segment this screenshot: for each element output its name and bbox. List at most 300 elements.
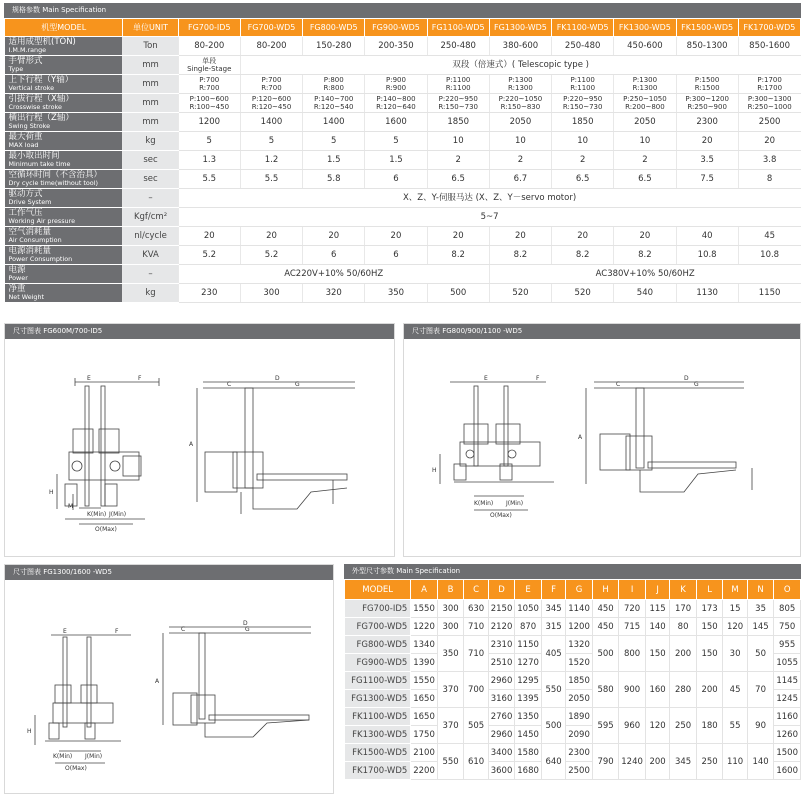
spec-row-crosswise <box>5 94 801 113</box>
cell: 1150 <box>738 284 800 303</box>
cell: 960 <box>619 708 646 744</box>
cell: 1.3 <box>178 151 240 170</box>
cell-merged: 5~7 <box>178 208 800 227</box>
cell: 20 <box>365 227 427 246</box>
cell: 6 <box>365 246 427 265</box>
cell: 20 <box>614 227 676 246</box>
cell: 1260 <box>774 726 801 744</box>
cell: 单段 Single-Stage <box>178 56 240 75</box>
cell: 20 <box>738 132 800 151</box>
cell: P:300~1300 R:250~1000 <box>738 94 800 113</box>
cell: 1220 <box>411 618 438 636</box>
cell: 2500 <box>566 762 593 780</box>
cell: 1680 <box>515 762 542 780</box>
col-header: G <box>566 580 593 600</box>
cell: 20 <box>676 132 738 151</box>
col-header: B <box>437 580 464 600</box>
cell: 50 <box>747 636 774 672</box>
row-label: 空循环时间（不含治具） Dry cycle time(without tool) <box>5 170 123 189</box>
cell: P:220~1050 R:150~830 <box>489 94 551 113</box>
cell: 2300 <box>566 744 593 762</box>
cell: 115 <box>645 600 669 618</box>
cell: 3.5 <box>676 151 738 170</box>
cell: 90 <box>747 708 774 744</box>
cell: P:100~600 R:100~450 <box>178 94 240 113</box>
cell: 3600 <box>488 762 515 780</box>
model-cell: FG800-WD5 <box>345 636 411 654</box>
spec-row-dry <box>5 170 801 189</box>
dim-A: A <box>578 434 583 441</box>
cell: 200 <box>645 744 669 780</box>
cell: P:800 R:800 <box>303 75 365 94</box>
cell: 3.8 <box>738 151 800 170</box>
cell: 1270 <box>515 654 542 672</box>
cell: 140 <box>645 618 669 636</box>
cell: 2510 <box>488 654 515 672</box>
row-unit: sec <box>123 151 178 170</box>
spec-row-swing <box>5 113 801 132</box>
cell: 1600 <box>365 113 427 132</box>
cell: 150 <box>645 636 669 672</box>
cell: 2200 <box>411 762 438 780</box>
cell: 1580 <box>515 744 542 762</box>
cell: 2310 <box>488 636 515 654</box>
cell: 35 <box>747 600 774 618</box>
cell: 350 <box>365 284 427 303</box>
row-label: 驱动方式 Drive System <box>5 189 123 208</box>
dims-header: 外型尺寸参数 Main Specification <box>344 564 801 579</box>
cell: 350 <box>437 636 464 672</box>
cell: 500 <box>592 636 619 672</box>
cell: 140 <box>747 744 774 780</box>
cell: 1245 <box>774 690 801 708</box>
cell: P:220~950 R:150~730 <box>427 94 489 113</box>
cell: 20 <box>240 227 302 246</box>
drawing-panel-3 <box>4 564 334 794</box>
cell: 110 <box>723 744 747 780</box>
cell: 45 <box>738 227 800 246</box>
col-header: K <box>670 580 697 600</box>
dim-D: D <box>243 620 248 627</box>
table-row <box>345 672 801 690</box>
cell: 2 <box>489 151 551 170</box>
model-cell: FK1500-WD5 <box>345 744 411 762</box>
cell: 520 <box>489 284 551 303</box>
cell: 630 <box>464 600 488 618</box>
dim-F: F <box>115 628 119 635</box>
row-unit: kg <box>123 132 178 151</box>
col-header: F <box>541 580 565 600</box>
drawing-panel-2 <box>403 323 801 557</box>
cell: 550 <box>541 672 565 708</box>
col-header: J <box>645 580 669 600</box>
dim-K: K(Min) <box>53 753 73 760</box>
robot-drawing-3 <box>5 565 335 795</box>
cell: 500 <box>427 284 489 303</box>
dim-C: C <box>181 626 186 633</box>
row-unit: mm <box>123 94 178 113</box>
cell: 70 <box>747 672 774 708</box>
cell: 7.5 <box>676 170 738 189</box>
table-row <box>345 618 801 636</box>
row-label: 上下行程（Y轴） Vertical stroke <box>5 75 123 94</box>
cell: 40 <box>676 227 738 246</box>
model-col: FG700-WD5 <box>240 19 302 37</box>
robot-drawing-2 <box>404 324 802 558</box>
cell: 5 <box>365 132 427 151</box>
cell: 370 <box>437 672 464 708</box>
cell: 1890 <box>566 708 593 726</box>
model-label: 机型MODEL <box>5 19 123 37</box>
row-unit: – <box>123 265 178 284</box>
cell: 6.5 <box>614 170 676 189</box>
cell: 315 <box>541 618 565 636</box>
cell: 1055 <box>774 654 801 672</box>
cell: 1295 <box>515 672 542 690</box>
cell: 805 <box>774 600 801 618</box>
cell: 6 <box>365 170 427 189</box>
cell: 405 <box>541 636 565 672</box>
cell: 1150 <box>515 636 542 654</box>
cell: 1650 <box>411 690 438 708</box>
cell: P:300~1200 R:250~900 <box>676 94 738 113</box>
spec-row-air <box>5 208 801 227</box>
cell: 580 <box>592 672 619 708</box>
cell: 250-480 <box>427 37 489 56</box>
cell-merged: AC380V+10% 50/60HZ <box>489 265 800 284</box>
dim-J: J(Min) <box>506 500 524 507</box>
cell: 5.5 <box>240 170 302 189</box>
cell: 8.2 <box>552 246 614 265</box>
cell: 2960 <box>488 726 515 744</box>
cell: 200-350 <box>365 37 427 56</box>
cell: 2090 <box>566 726 593 744</box>
cell: 2 <box>552 151 614 170</box>
cell: 800 <box>619 636 646 672</box>
unit-label: 单位UNIT <box>123 19 178 37</box>
cell: 5.2 <box>178 246 240 265</box>
cell: P:1300 R:1300 <box>614 75 676 94</box>
model-cell: FG700-ID5 <box>345 600 411 618</box>
table-row <box>345 636 801 654</box>
cell: 2 <box>427 151 489 170</box>
cell: 300 <box>437 618 464 636</box>
row-label: 电源消耗量 Power Consumption <box>5 246 123 265</box>
dim-G: G <box>694 381 699 388</box>
dims-header-row <box>345 580 801 600</box>
cell: 450 <box>592 618 619 636</box>
cell: P:700 R:700 <box>178 75 240 94</box>
spec-row-take <box>5 151 801 170</box>
cell: 1850 <box>427 113 489 132</box>
cell: P:1100 R:1100 <box>552 75 614 94</box>
cell: 8.2 <box>614 246 676 265</box>
cell: P:140~800 R:120~640 <box>365 94 427 113</box>
cell: 200 <box>670 636 697 672</box>
cell: 2050 <box>566 690 593 708</box>
row-label: 最小取出时间 Minimum take time <box>5 151 123 170</box>
cell: 1400 <box>240 113 302 132</box>
cell-merged: 双段（倍速式）( Telescopic type ) <box>240 56 800 75</box>
cell: 380-600 <box>489 37 551 56</box>
cell: 2 <box>614 151 676 170</box>
cell: 1200 <box>178 113 240 132</box>
cell: 8.2 <box>427 246 489 265</box>
cell: 6.7 <box>489 170 551 189</box>
dims-table <box>344 579 801 780</box>
cell: P:220~950 R:150~730 <box>552 94 614 113</box>
dim-H: H <box>49 489 54 496</box>
cell: 1160 <box>774 708 801 726</box>
row-label: 横出行程（Z轴） Swing Stroke <box>5 113 123 132</box>
cell: 345 <box>670 744 697 780</box>
spec-row-load <box>5 132 801 151</box>
cell: 300 <box>437 600 464 618</box>
model-cell: FK1100-WD5 <box>345 708 411 726</box>
cell: 710 <box>464 618 488 636</box>
cell: 1.5 <box>365 151 427 170</box>
cell: 1390 <box>411 654 438 672</box>
spec-header-row <box>5 19 801 37</box>
cell: 250-480 <box>552 37 614 56</box>
cell: 180 <box>696 708 723 744</box>
dim-H: H <box>432 467 437 474</box>
cell: 230 <box>178 284 240 303</box>
cell: 10.8 <box>738 246 800 265</box>
dim-E: E <box>63 628 67 635</box>
dim-C: C <box>616 381 621 388</box>
col-header: O <box>774 580 801 600</box>
cell: 15 <box>723 600 747 618</box>
model-cell: FG1100-WD5 <box>345 672 411 690</box>
cell: 300 <box>240 284 302 303</box>
cell: P:120~600 R:120~450 <box>240 94 302 113</box>
dim-J: J(Min) <box>85 753 103 760</box>
row-label: 最大荷重 MAX load <box>5 132 123 151</box>
dim-F: F <box>138 375 142 382</box>
row-unit: sec <box>123 170 178 189</box>
cell: 20 <box>427 227 489 246</box>
dim-E: E <box>87 375 91 382</box>
model-col: FK1300-WD5 <box>614 19 676 37</box>
cell: 320 <box>303 284 365 303</box>
cell: 145 <box>747 618 774 636</box>
dim-D: D <box>684 375 689 382</box>
model-cell: FG900-WD5 <box>345 654 411 672</box>
table-row <box>345 744 801 762</box>
cell: 1400 <box>303 113 365 132</box>
cell: 80-200 <box>178 37 240 56</box>
cell: 10 <box>489 132 551 151</box>
cell: 5 <box>240 132 302 151</box>
cell: 30 <box>723 636 747 672</box>
dim-C: C <box>227 381 232 388</box>
cell: 1240 <box>619 744 646 780</box>
cell: 2120 <box>488 618 515 636</box>
cell: 2050 <box>489 113 551 132</box>
cell: 5 <box>303 132 365 151</box>
cell: 250 <box>670 708 697 744</box>
cell-merged: AC220V+10% 50/60HZ <box>178 265 489 284</box>
drawing-title: 尺寸图表 FG1300/1600 -WD5 <box>5 565 333 580</box>
cell: 1520 <box>566 654 593 672</box>
spec-row-weight <box>5 284 801 303</box>
dim-K: K(Min) <box>474 500 494 507</box>
cell: P:1500 R:1500 <box>676 75 738 94</box>
model-cell: FG700-WD5 <box>345 618 411 636</box>
dim-G: G <box>295 381 300 388</box>
col-header: E <box>515 580 542 600</box>
cell: 1600 <box>774 762 801 780</box>
cell: 2760 <box>488 708 515 726</box>
spec-section <box>4 3 801 303</box>
cell: P:900 R:900 <box>365 75 427 94</box>
cell: 150 <box>696 618 723 636</box>
spec-table <box>4 18 801 303</box>
cell: P:700 R:700 <box>240 75 302 94</box>
cell: 720 <box>619 600 646 618</box>
cell: 1050 <box>515 600 542 618</box>
model-col: FK1700-WD5 <box>738 19 800 37</box>
cell: 1320 <box>566 636 593 654</box>
cell: 10 <box>427 132 489 151</box>
dim-E: E <box>484 375 488 382</box>
cell: 80-200 <box>240 37 302 56</box>
cell: 450 <box>592 600 619 618</box>
cell: 1550 <box>411 672 438 690</box>
model-cell: FK1700-WD5 <box>345 762 411 780</box>
cell: 1750 <box>411 726 438 744</box>
row-unit: – <box>123 189 178 208</box>
cell: 850-1600 <box>738 37 800 56</box>
cell: 6.5 <box>552 170 614 189</box>
cell: 120 <box>645 708 669 744</box>
dim-A: A <box>189 441 194 448</box>
cell: 1.5 <box>303 151 365 170</box>
dim-G: G <box>245 626 250 633</box>
model-col: FK1100-WD5 <box>552 19 614 37</box>
cell: 250 <box>696 744 723 780</box>
cell: 2500 <box>738 113 800 132</box>
col-header: D <box>488 580 515 600</box>
dim-J: J(Min) <box>109 511 127 518</box>
cell: P:1700 R:1700 <box>738 75 800 94</box>
dim-F: F <box>536 375 540 382</box>
cell: 1450 <box>515 726 542 744</box>
col-header: M <box>723 580 747 600</box>
cell: 1850 <box>566 672 593 690</box>
cell: 750 <box>774 618 801 636</box>
dim-O: O(Max) <box>490 512 512 519</box>
col-header: MODEL <box>345 580 411 600</box>
cell: 170 <box>670 600 697 618</box>
cell: 1140 <box>566 600 593 618</box>
cell: 45 <box>723 672 747 708</box>
cell: 5.2 <box>240 246 302 265</box>
row-unit: mm <box>123 113 178 132</box>
dim-D: D <box>275 375 280 382</box>
cell: 1130 <box>676 284 738 303</box>
cell: 500 <box>541 708 565 744</box>
spec-row-drive <box>5 189 801 208</box>
cell: 5.8 <box>303 170 365 189</box>
cell: 280 <box>670 672 697 708</box>
row-unit: Ton <box>123 37 178 56</box>
dim-K: K(Min) <box>87 511 107 518</box>
row-unit: KVA <box>123 246 178 265</box>
cell: 6.5 <box>427 170 489 189</box>
cell: 1145 <box>774 672 801 690</box>
cell: 370 <box>437 708 464 744</box>
cell: 5.5 <box>178 170 240 189</box>
cell: 10.8 <box>676 246 738 265</box>
cell: 3400 <box>488 744 515 762</box>
cell: 3160 <box>488 690 515 708</box>
cell: 8 <box>738 170 800 189</box>
dim-O: O(Max) <box>65 765 87 772</box>
model-cell: FG1300-WD5 <box>345 690 411 708</box>
cell: 160 <box>645 672 669 708</box>
model-col: FG700-ID5 <box>178 19 240 37</box>
cell: 610 <box>464 744 488 780</box>
row-label: 手臂形式 Type <box>5 56 123 75</box>
spec-row-vertical <box>5 75 801 94</box>
cell: 710 <box>464 636 488 672</box>
cell: 10 <box>614 132 676 151</box>
cell: 150 <box>696 636 723 672</box>
cell: 80 <box>670 618 697 636</box>
row-unit: mm <box>123 56 178 75</box>
cell: 700 <box>464 672 488 708</box>
dims-section <box>344 564 801 780</box>
cell: 20 <box>178 227 240 246</box>
cell: 200 <box>696 672 723 708</box>
cell: 20 <box>552 227 614 246</box>
spec-row-range <box>5 37 801 56</box>
cell: 120 <box>723 618 747 636</box>
cell: 1350 <box>515 708 542 726</box>
model-col: FG900-WD5 <box>365 19 427 37</box>
col-header: N <box>747 580 774 600</box>
cell: 790 <box>592 744 619 780</box>
dim-M: M <box>68 503 74 510</box>
cell: 1650 <box>411 708 438 726</box>
col-header: A <box>411 580 438 600</box>
col-header: C <box>464 580 488 600</box>
cell: P:140~700 R:120~540 <box>303 94 365 113</box>
dim-H: H <box>27 728 32 735</box>
cell: 345 <box>541 600 565 618</box>
cell: 520 <box>552 284 614 303</box>
model-col: FG1100-WD5 <box>427 19 489 37</box>
cell: 540 <box>614 284 676 303</box>
spec-row-power <box>5 246 801 265</box>
row-label: 空气消耗量 Air Consumption <box>5 227 123 246</box>
cell: 8.2 <box>489 246 551 265</box>
drawing-title: 尺寸图表 FG600M/700-ID5 <box>5 324 394 339</box>
spec-row-arm <box>5 56 801 75</box>
cell: 5 <box>178 132 240 151</box>
cell: 20 <box>303 227 365 246</box>
cell: 6 <box>303 246 365 265</box>
cell: 2960 <box>488 672 515 690</box>
robot-drawing-1 <box>5 324 396 558</box>
col-header: I <box>619 580 646 600</box>
row-unit: kg <box>123 284 178 303</box>
cell: P:1100 R:1100 <box>427 75 489 94</box>
cell: 10 <box>552 132 614 151</box>
row-label: 净重 Net Weight <box>5 284 123 303</box>
